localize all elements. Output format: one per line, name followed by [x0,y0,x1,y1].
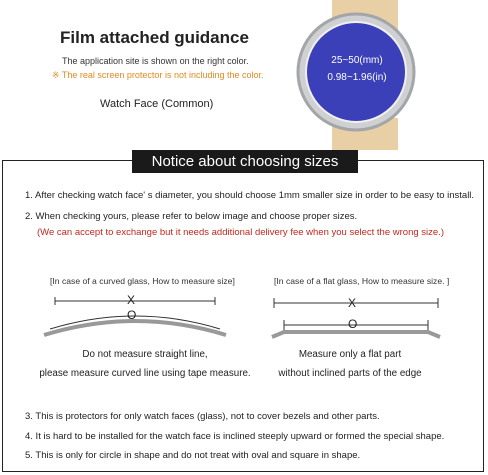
watch-face-label: Watch Face (Common) [100,98,214,110]
color-warning [52,70,264,81]
warning-mark: ※ [52,70,60,80]
flat-glass-shape [272,332,440,337]
notice-item-4: 4. It is hard to be installed for the watch face is inclined steeply upward or formed the special shape. [25,431,445,442]
flat-mark-x: X [348,296,357,310]
page-title: Film attached guidance [60,28,249,47]
flat-glass-diagram [270,295,445,340]
flat-mark-o: O [348,317,358,331]
watch-size-in: 0.98~1.96(in) [327,72,387,83]
curved-desc-2: please measure curved line using tape measure. [39,368,251,379]
notice-heading: Notice about choosing sizes [132,150,358,173]
curved-mark-o: O [127,308,137,322]
notice-item-1: 1. After checking watch face' s diameter, you should choose 1mm smaller size in order to be easy to install. [25,190,475,201]
curved-mark-x: X [127,293,136,307]
flat-desc-1: Measure only a flat part [298,349,402,360]
warning-text: The real screen protector is not including the color. [61,70,264,80]
notice-item-2: 2. When checking yours, please refer to below image and choose proper sizes. [25,211,358,222]
curved-desc-1: Do not measure straight line, [82,349,208,360]
notice-item-exchange: (We can accept to exchange but it needs additional delivery fee when you select the wrong size.) [37,227,444,238]
application-site-note: The application site is shown on the right color. [62,56,249,66]
flat-desc-2: without inclined parts of the edge [278,368,422,379]
notice-item-5: 5. This is only for circle in shape and do not treat with oval and square in shape. [25,450,361,461]
notice-item-3: 3. This is protectors for only watch faces (glass), not to cover bezels and other parts. [25,411,380,422]
curved-caption: [In case of a curved glass, How to measure size] [50,276,235,286]
watch-size-mm: 25~50(mm) [331,55,383,66]
flat-caption: [In case of a flat glass, How to measure size. ] [274,276,450,286]
